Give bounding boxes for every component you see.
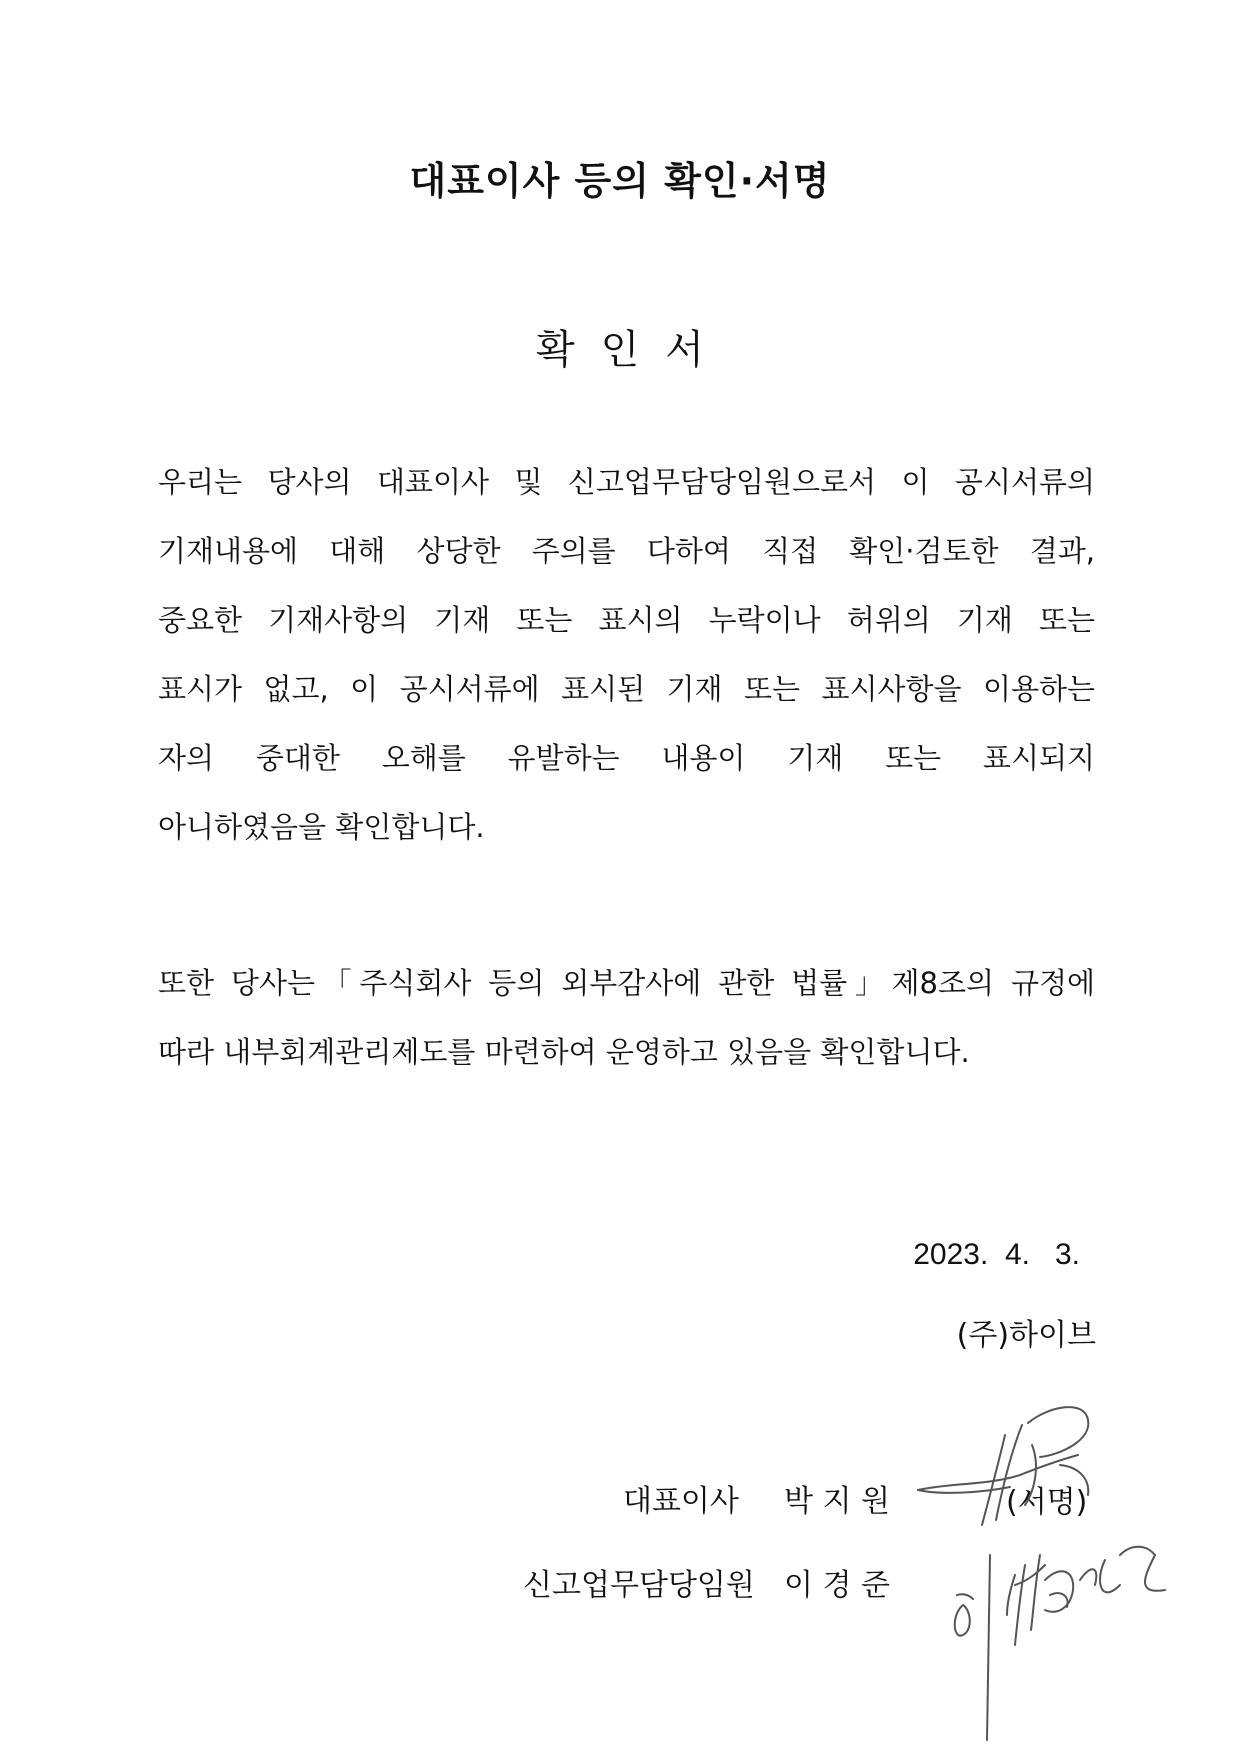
paragraph-line: 기재내용에 대해 상당한 주의를 다하여 직접 확인·검토한 결과,: [158, 534, 1095, 568]
ceo-signatory: [623, 1476, 890, 1520]
paragraph-line: 따라 내부회계관리제도를 마련하여 운영하고 있음을 확인합니다.: [158, 1035, 970, 1069]
document-subtitle: 확인서: [536, 327, 730, 373]
paragraph-line: 우리는 당사의 대표이사 및 신고업무담당임원으로서 이 공시서류의: [158, 465, 1095, 499]
paragraph-line: 표시가 없고, 이 공시서류에 표시된 기재 또는 표시사항을 이용하는: [158, 672, 1095, 706]
document-date: 2023. 4. 3.: [913, 1238, 1080, 1271]
document-title: 대표이사 등의 확인·서명: [409, 159, 831, 203]
signatory-name: 박 지 원: [783, 1484, 890, 1519]
officer-signature-icon: [945, 1535, 1170, 1745]
paragraph-line: 자의 중대한 오해를 유발하는 내용이 기재 또는 표시되지: [158, 741, 1095, 775]
paragraph-line: 중요한 기재사항의 기재 또는 표시의 누락이나 허위의 기재 또는: [158, 603, 1095, 637]
internal-control-paragraph: [158, 949, 1095, 1087]
confirmation-paragraph: [158, 448, 1095, 862]
officer-signatory: [523, 1560, 890, 1604]
ceo-signature-icon: [910, 1395, 1110, 1535]
signatory-role: 신고업무담당임원: [523, 1568, 755, 1603]
paragraph-line: 또한 당사는「주식회사 등의 외부감사에 관한 법률」제8조의 규정에: [158, 966, 1095, 1000]
signatory-role: 대표이사: [622, 1484, 739, 1519]
signature-label: (서명): [1006, 1485, 1088, 1520]
company-name: (주)하이브: [956, 1318, 1096, 1353]
paragraph-line: 아니하였음을 확인합니다.: [158, 810, 485, 844]
signatory-name: 이 경 준: [783, 1568, 890, 1603]
